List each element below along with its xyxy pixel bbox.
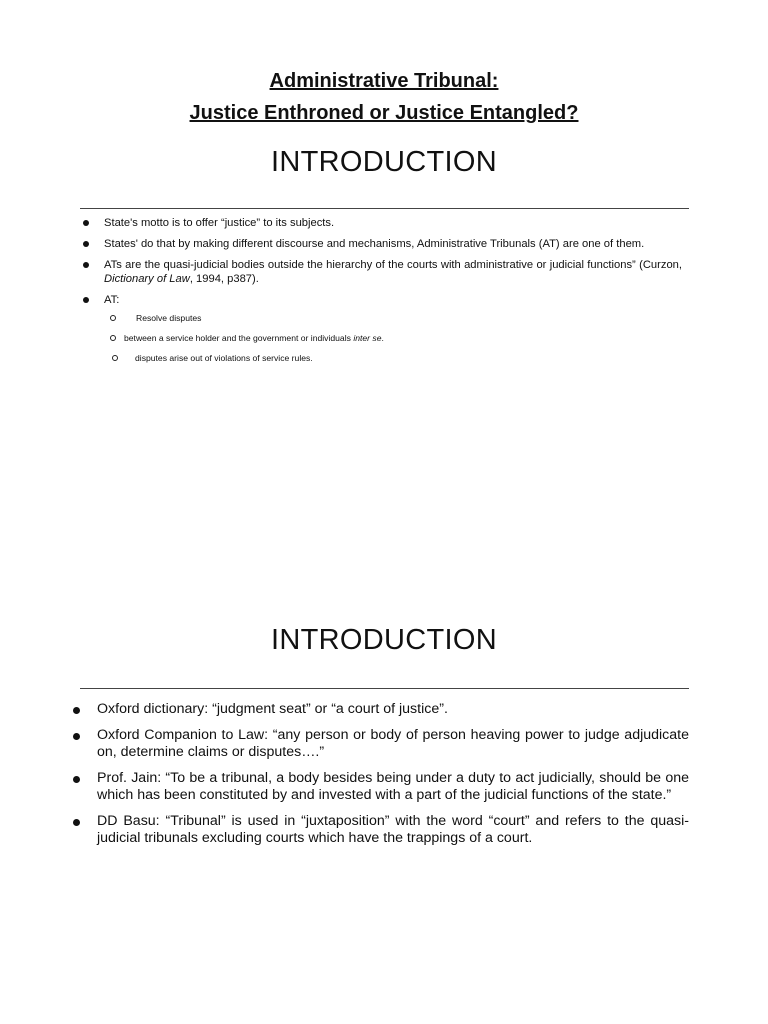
slide2-bullet-text: Oxford Companion to Law: “any person or body of person heaving power to judge adjudicate on, determine claims or disputes….” <box>97 727 689 760</box>
bullet-dot-icon <box>83 241 89 247</box>
slide2-bullet-list <box>97 701 689 856</box>
slide2-bullet-text: Oxford dictionary: “judgment seat” or “a court of justice”. <box>97 701 448 717</box>
slide2-bullet-text: DD Basu: “Tribunal” is used in “juxtaposition” with the word “court” and refers to the quasi-judicial tribunals excluding courts which have the trappings of a court. <box>97 813 689 846</box>
bullet-dot-icon <box>73 707 80 714</box>
slide2-heading: INTRODUCTION <box>271 624 497 656</box>
slide2-bullet-item <box>97 770 689 804</box>
slide1-bullet-item <box>104 293 682 364</box>
document-title-line1: Administrative Tribunal: <box>269 70 499 92</box>
slide2-bullet-item <box>97 727 689 761</box>
slide1-bullet-item <box>104 216 682 230</box>
slide1-sub-bullet-item <box>104 353 682 364</box>
bullet-text-italic: Dictionary of Law <box>104 273 190 285</box>
slide2-divider <box>80 688 689 689</box>
sub-text-part: between a service holder and the government or individuals <box>124 333 354 343</box>
bullet-dot-icon <box>83 262 89 268</box>
hollow-circle-icon <box>112 355 118 361</box>
slide2-bullet-text: Prof. Jain: “To be a tribunal, a body besides being under a duty to act judicially, should be one which has been constituted by and invested with a part of the judicial functions of the state.” <box>97 770 689 803</box>
bullet-dot-icon <box>73 776 80 783</box>
document-title-line2: Justice Enthroned or Justice Entangled? <box>189 102 579 124</box>
bullet-text-part: , 1994, p387). <box>189 273 259 285</box>
slide2-bullet-item <box>97 701 689 718</box>
slide1-sub-bullet-text: Resolve disputes <box>136 313 202 323</box>
hollow-circle-icon <box>110 335 116 341</box>
slide1-bullet-text: State's motto is to offer “justice” to its subjects. <box>104 217 335 229</box>
sub-text-part: . <box>381 333 384 343</box>
slide1-sub-bullet-text <box>124 333 384 343</box>
bullet-dot-icon <box>73 819 80 826</box>
bullet-dot-icon <box>83 220 89 226</box>
hollow-circle-icon <box>110 315 116 321</box>
slide1-sub-bullet-item <box>104 313 682 324</box>
slide2-bullet-item <box>97 813 689 847</box>
bullet-dot-icon <box>73 733 80 740</box>
slide1-bullet-text: AT: <box>104 294 120 306</box>
slide1-sub-bullet-item <box>104 333 682 344</box>
slide1-sub-bullet-list <box>104 313 682 364</box>
slide1-bullet-text <box>104 259 682 285</box>
slide1-bullet-item <box>104 258 682 286</box>
slide1-bullet-item <box>104 237 682 251</box>
slide1-heading: INTRODUCTION <box>271 146 497 178</box>
bullet-dot-icon <box>83 297 89 303</box>
bullet-text-part: ATs are the quasi-judicial bodies outside the hierarchy of the courts with administrative or judicial functions” (Curzon, <box>104 259 682 271</box>
slide1-divider <box>80 208 689 209</box>
slide1-bullet-text: States' do that by making different discourse and mechanisms, Administrative Tribunals (AT) are one of them. <box>104 238 645 250</box>
slide1-bullet-list <box>104 216 682 373</box>
sub-text-italic: inter se <box>353 333 382 343</box>
slide1-sub-bullet-text: disputes arise out of violations of service rules. <box>135 353 313 363</box>
